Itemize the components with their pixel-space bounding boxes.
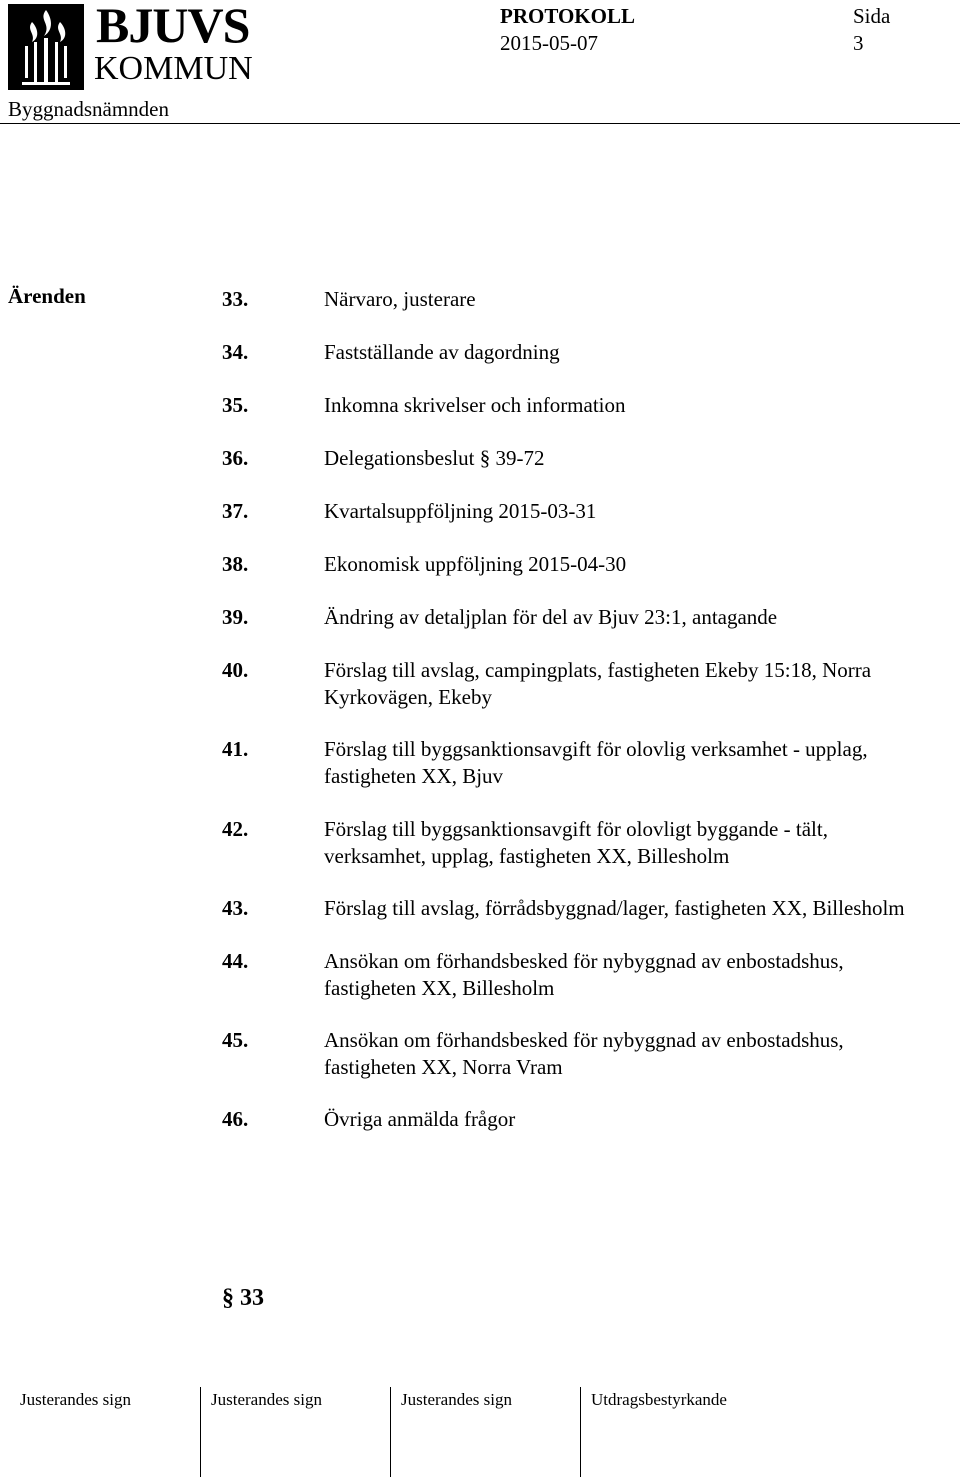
agenda-item bbox=[222, 1106, 960, 1133]
agenda-item-text: Förslag till avslag, campingplats, fastigheten Ekeby 15:18, Norra Kyrkovägen, Ekeby bbox=[324, 658, 872, 709]
signature-cell bbox=[390, 1387, 580, 1477]
agenda-item bbox=[222, 948, 960, 1002]
extract-certification-cell bbox=[580, 1387, 960, 1477]
agenda-item bbox=[222, 392, 960, 419]
agenda-item-number: 35. bbox=[222, 393, 249, 417]
signature-cell bbox=[10, 1387, 202, 1477]
agenda-item bbox=[222, 551, 960, 578]
signature-label: Justerandes sign bbox=[211, 1390, 322, 1409]
agenda-item-number: 37. bbox=[222, 499, 249, 523]
agenda-list bbox=[222, 286, 960, 1133]
bjuvs-kommun-logo bbox=[8, 0, 253, 90]
agenda-item bbox=[222, 445, 960, 472]
department-name: Byggnadsnämnden bbox=[8, 97, 169, 121]
agenda-item-text: Ansökan om förhandsbesked för nybyggnad av enbostadshus, fastigheten XX, Billesholm bbox=[324, 949, 844, 1000]
agenda-item-text: Ändring av detaljplan för del av Bjuv 23:1, antagande bbox=[324, 605, 778, 629]
agenda-item-text: Närvaro, justerare bbox=[324, 287, 476, 311]
agenda-item-text: Förslag till byggsanktionsavgift för olovlig verksamhet - upplag, fastigheten XX, Bjuv bbox=[324, 737, 868, 788]
agenda-item-text: Ekonomisk uppföljning 2015-04-30 bbox=[324, 552, 627, 576]
logo-wordmark-kommun: KOMMUN bbox=[94, 50, 253, 87]
logo-wordmark-bjuvs: BJUVS bbox=[96, 0, 250, 53]
agenda-item bbox=[222, 604, 960, 631]
agenda-item-text: Ansökan om förhandsbesked för nybyggnad av enbostadshus, fastigheten XX, Norra Vram bbox=[324, 1028, 844, 1079]
signature-footer bbox=[0, 1387, 960, 1477]
agenda-item bbox=[222, 895, 960, 922]
signature-cell bbox=[200, 1387, 390, 1477]
agenda-item-number: 36. bbox=[222, 446, 249, 470]
agenda-item-text: Övriga anmälda frågor bbox=[324, 1107, 516, 1131]
extract-certification-label: Utdragsbestyrkande bbox=[591, 1390, 727, 1409]
agenda-item bbox=[222, 498, 960, 525]
agenda-item-number: 44. bbox=[222, 949, 249, 973]
agenda-label: Ärenden bbox=[8, 284, 86, 308]
signature-label: Justerandes sign bbox=[20, 1390, 131, 1409]
agenda-item bbox=[222, 657, 960, 711]
agenda-item-text: Förslag till avslag, förrådsbyggnad/lager, fastigheten XX, Billesholm bbox=[324, 896, 905, 920]
torch-emblem-icon bbox=[8, 4, 84, 90]
paragraph-heading: § 33 bbox=[222, 1285, 264, 1311]
agenda-item-number: 34. bbox=[222, 340, 249, 364]
agenda-item-number: 38. bbox=[222, 552, 249, 576]
agenda-item-text: Förslag till byggsanktionsavgift för olovligt byggande - tält, verksamhet, upplag, fastigheten XX, Billesholm bbox=[324, 817, 828, 868]
agenda-item-number: 46. bbox=[222, 1107, 249, 1131]
page-label: Sida bbox=[853, 4, 891, 28]
agenda-item-number: 33. bbox=[222, 287, 249, 311]
agenda-item-number: 45. bbox=[222, 1028, 249, 1052]
agenda-item-text: Fastställande av dagordning bbox=[324, 340, 560, 364]
signature-label: Justerandes sign bbox=[401, 1390, 512, 1409]
page-number: 3 bbox=[853, 31, 864, 55]
document-title: PROTOKOLL bbox=[500, 4, 635, 28]
agenda-item-number: 43. bbox=[222, 896, 249, 920]
agenda-item-number: 39. bbox=[222, 605, 249, 629]
document-date: 2015-05-07 bbox=[500, 31, 598, 55]
agenda-item bbox=[222, 736, 960, 790]
agenda-item bbox=[222, 816, 960, 870]
agenda-item bbox=[222, 286, 960, 313]
header-divider bbox=[0, 123, 960, 124]
agenda-item-number: 40. bbox=[222, 658, 249, 682]
agenda-item bbox=[222, 339, 960, 366]
agenda-item-number: 41. bbox=[222, 737, 249, 761]
agenda-item-text: Delegationsbeslut § 39-72 bbox=[324, 446, 545, 470]
agenda-item-text: Kvartalsuppföljning 2015-03-31 bbox=[324, 499, 597, 523]
agenda-item-number: 42. bbox=[222, 817, 249, 841]
agenda-item-text: Inkomna skrivelser och information bbox=[324, 393, 626, 417]
agenda-item bbox=[222, 1027, 960, 1081]
